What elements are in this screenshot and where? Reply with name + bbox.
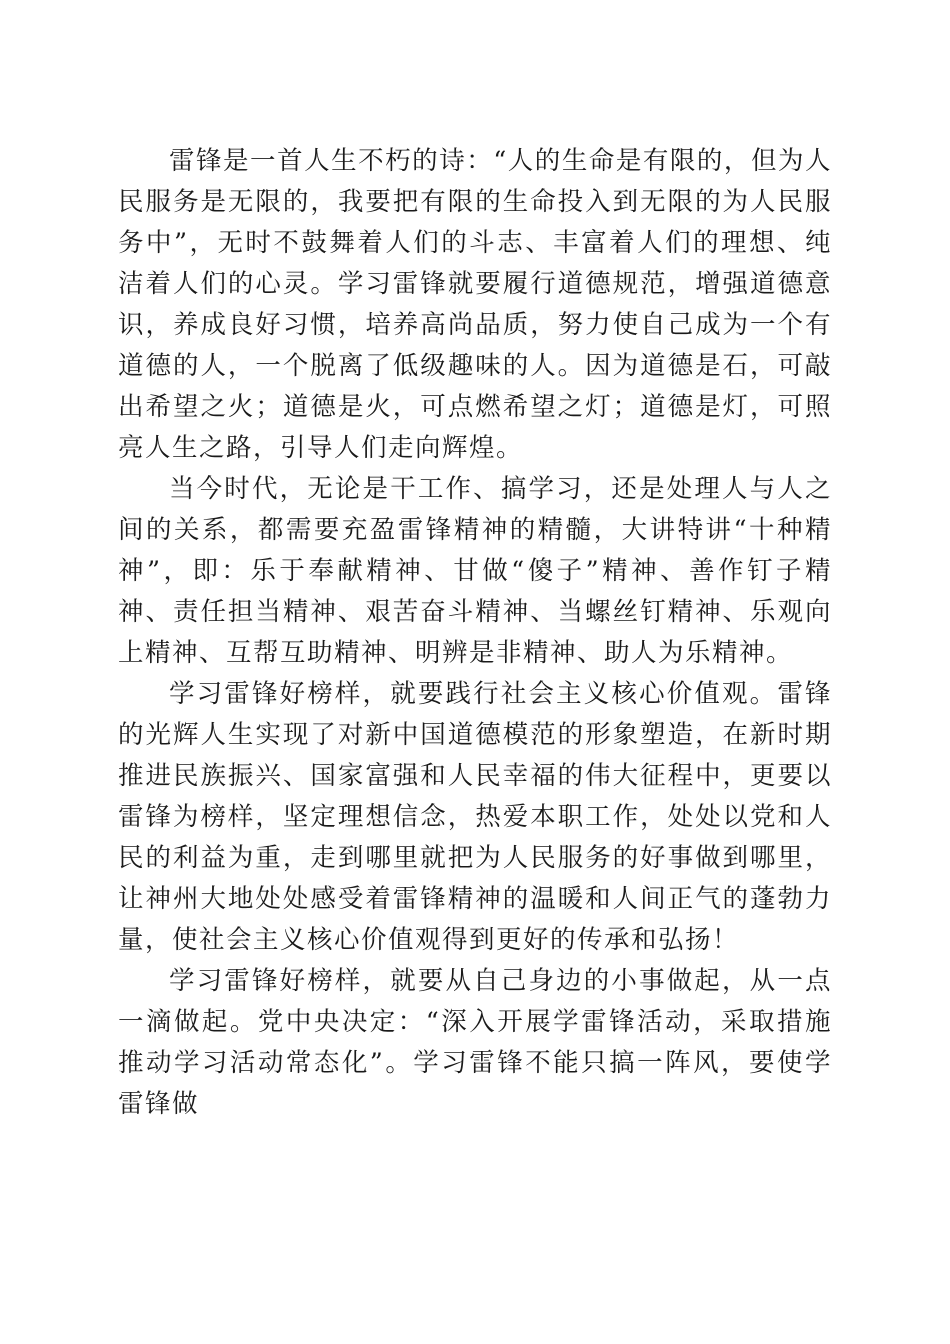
document-body [118, 141, 832, 1125]
paragraph-3: 学习雷锋好榜样，就要践行社会主义核心价值观。雷锋的光辉人生实现了对新中国道德模范的形象塑造，在新时期推进民族振兴、国家富强和人民幸福的伟大征程中，更要以雷锋为榜样，坚定理想信念，热爱本职工作，处处以党和人民的利益为重，走到哪里就把为人民服务的好事做到哪里，让神州大地处处感受着雷锋精神的温暖和人间正气的蓬勃力量，使社会主义核心价值观得到更好的传承和弘扬！ [118, 679, 832, 955]
paragraph-1: 雷锋是一首人生不朽的诗：“人的生命是有限的，但为人民服务是无限的，我要把有限的生命投入到无限的为人民服务中”，无时不鼓舞着人们的斗志、丰富着人们的理想、纯洁着人们的心灵。学习雷锋就要履行道德规范，增强道德意识，养成良好习惯，培养高尚品质，努力使自己成为一个有道德的人，一个脱离了低级趣味的人。因为道德是石，可敲出希望之火；道德是火，可点燃希望之灯；道德是灯，可照亮人生之路，引导人们走向辉煌。 [118, 146, 832, 463]
paragraph-4: 学习雷锋好榜样，就要从自己身边的小事做起，从一点一滴做起。党中央决定：“深入开展学雷锋活动，采取措施推动学习活动常态化”。学习雷锋不能只搞一阵风，要使学雷锋做 [118, 966, 832, 1119]
paragraph-2: 当今时代，无论是干工作、搞学习，还是处理人与人之间的关系，都需要充盈雷锋精神的精髓，大讲特讲“十种精神”，即：乐于奉献精神、甘做“傻子”精神、善作钉子精神、责任担当精神、艰苦奋斗精神、当螺丝钉精神、乐观向上精神、互帮互助精神、明辨是非精神、助人为乐精神。 [118, 474, 832, 668]
